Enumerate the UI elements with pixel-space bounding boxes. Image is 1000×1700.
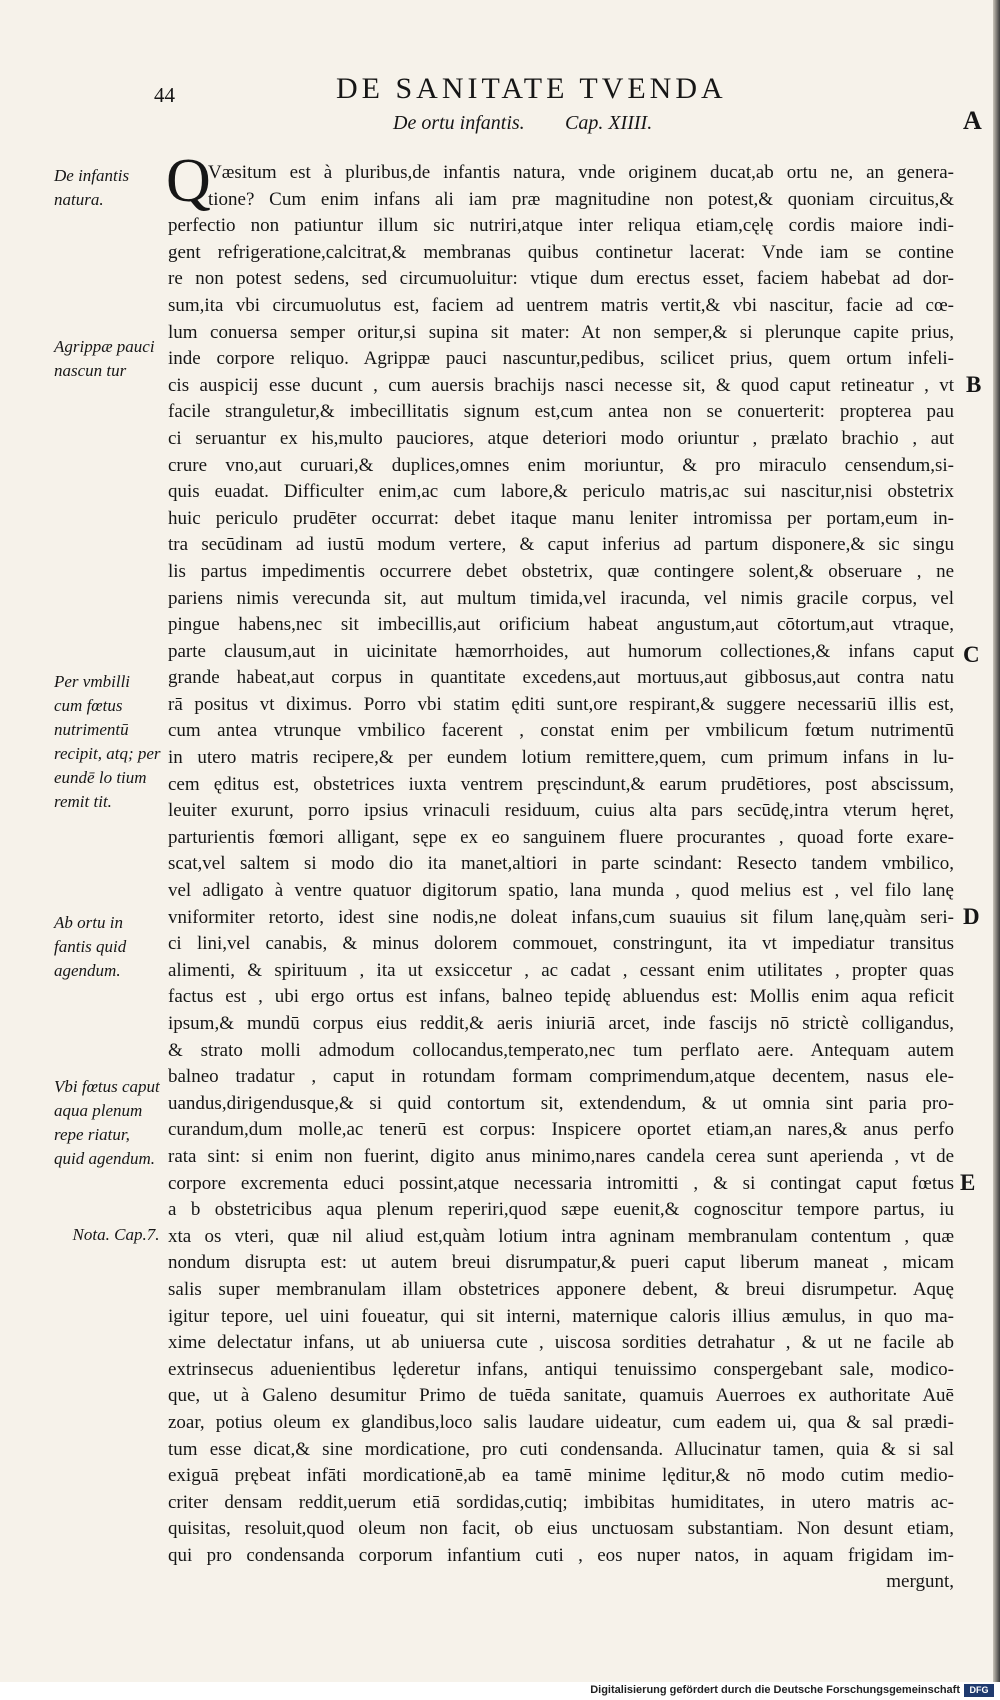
section-mark-d: D — [963, 904, 980, 929]
text-line: in utero matris recipere,& per eundem lotium remittere,quem, cum primum infans in lu- — [168, 747, 954, 769]
text-line: pariens nimis verecunda sit, aut multum timida,vel iracunda, vel nimis gracile corpus, vel — [168, 587, 954, 609]
text-line: mergunt, — [886, 1571, 954, 1593]
page-number: 44 — [154, 83, 175, 107]
margin-note: Nota. Cap.7. — [72, 1225, 160, 1244]
text-line: parte clausum,aut in uicinitate hæmorrhoides, aut humorum collectiones,& infans caput — [168, 640, 954, 662]
text-line: ci seruantur ex his,multo pauciores, atque deteriori modo oriuntur , prælato brachio , aut — [168, 427, 954, 449]
text-line: quisitas, resoluit,quod oleum non facit, ob eius unctuosam substantiam. Non desunt etiam, — [168, 1518, 954, 1540]
text-line: crure vno,aut curuari,& duplices,omnes enim moriuntur, & pro miraculo censendum,si- — [168, 454, 954, 476]
text-line: nondum disrupta est: ut autem breui disrumpatur,& pueri caput liberum maneat , micam — [168, 1252, 954, 1274]
text-line: zoar, potius oleum ex glandibus,loco salis laudare uideatur, cum eadem ui, qua & sal prædi- — [168, 1411, 954, 1433]
text-line: tione? Cum enim infans ali iam præ magnitudine non potest,& quoniam circuitus,& — [208, 188, 954, 210]
drop-cap-initial: Q — [166, 147, 211, 215]
text-line: facile stranguletur,& imbecillitatis signum est,cum antea non se conuerterit: propterea pau — [168, 401, 954, 423]
text-line: extrinsecus aduenientibus lęderetur infans, antiqui tenuissimo conspergebant sale, modico- — [168, 1358, 954, 1380]
body-text — [168, 160, 954, 1596]
text-line: re non potest sedens, sed circumuoluitur: vtique dum erectus esset, faciem habebat ad dor- — [168, 268, 954, 290]
text-line: cem ęditus est, obstetrices iuxta ventrem pręscindunt,& earum prudētiores, post abscissum, — [168, 773, 954, 795]
text-line: xta os vteri, quæ nil aliud est,quàm lotium intra agninam membranulam contentum , quæ — [168, 1225, 954, 1247]
text-line: tra secūdinam ad iustū modum vertere, & caput inferius ad partum disponere,& sic singu — [168, 534, 954, 556]
text-line: perfectio non patiuntur illum sic nutriri,atque inter reliqua etiam,cęlę cordis maiore indi- — [168, 215, 954, 237]
text-line: quis euadat. Difficulter enim,ac cum labore,& periculo matris,ac sui nascitur,nisi obstetrix — [168, 481, 954, 503]
text-line: exiguā prębeat infāti mordicationē,ab ea tamē minime lęditur,& nō modo cutim medio- — [168, 1465, 954, 1487]
text-line: criter densam reddit,uerum etiā sordidas,cutiq; imbibitas humiditates, in utero matris ac- — [168, 1491, 954, 1513]
text-line: ipsum,& mundū corpus eius reddit,& aeris iniuriā arcet, inde fascijs nō strictè colligandus, — [168, 1013, 954, 1034]
text-line: balneo tradatur , caput in rotundam formam comprimendum,atque decentem, nasus ele- — [168, 1066, 954, 1088]
text-line: xime delectatur infans, ut ab uniuersa cute , uiscosa sordities detrahatur , & ut ne facile ab — [168, 1332, 954, 1354]
text-line: alimenti, & spirituum , ita ut exsiccetur , ac cadat , cessant enim utilitates , propter quas — [168, 959, 954, 981]
text-line: a b obstetricibus aqua plenum reperiri,quod sæpe euenit,& cognoscitur tempore partus, iu — [168, 1199, 954, 1221]
running-head-title: DE SANITATE TVENDA — [336, 72, 727, 105]
text-line: vel adligato à ventre quatuor digitorum spatio, lana munda , quod melius est , vel filo lanę — [168, 880, 954, 902]
text-line: grande habeat,aut corpus in quantitate excedens,aut mortuus,aut gibbosus,aut contra natu — [168, 667, 954, 689]
text-line: factus est , ubi ergo ortus est infans, balneo tepidę abluendus est: Mollis enim aqua reficit — [168, 986, 954, 1008]
text-line: corpore excrementa educi possint,atque necessaria intromitti , & si contingat caput fœtus — [168, 1172, 954, 1194]
margin-note: Per vmbilli cum fœtus nutrimentū recipit, atq; per eundē lo tium remit tit. — [54, 672, 161, 811]
section-mark-a: A — [963, 106, 982, 135]
text-line: cum antea vtrunque vmbilico facerent , constat enim per vmbilicum fœtum nutrimentū — [168, 720, 954, 742]
text-line: salis super membranulam illam obstetrices apponere debent, & breui disrumpetur. Aquę — [168, 1278, 954, 1300]
text-line: cis auspicij esse ducunt , cum auersis brachijs nasci necesse sit, & quod caput retineatur , vt — [168, 374, 954, 396]
text-line: tum esse dicat,& sine mordicatione, pro cuti condensanda. Allucinatur tamen, quia & si sal — [168, 1438, 954, 1460]
text-line: rata sint: si enim non fuerint, digito anus minimo,nares candela cerea sunt aperienda , vt de — [168, 1145, 954, 1167]
text-line: scat,vel saltem si modo dio ita manet,altiori in parte scindant: Resecto tandem vmbilico, — [168, 853, 954, 875]
digitization-credit: Digitalisierung gefördert durch die Deutsche Forschungsgemeinschaft — [590, 1684, 960, 1696]
dfg-logo: DFG — [964, 1684, 994, 1697]
text-line: que, ut à Galeno desumitur Primo de tuēda sanitate, quamuis Auerroes ex authoritate Auē — [168, 1385, 954, 1407]
text-line: pingue habens,nec sit imbecillis,aut orificium habeat angustum,aut cōtortum,aut vtraque, — [168, 614, 954, 636]
text-line: sum,ita vbi circumuolutus est, faciem ad uentrem matris vertit,& vbi nascitur, facie ad cœ- — [168, 294, 954, 316]
text-line: & strato molli admodum collocandus,temperato,nec tum perflato aere. Antequam autem — [168, 1039, 954, 1061]
text-line: gent refrigeratione,calcitrat,& membranas quibus continetur lacerat: Vnde iam se contine — [168, 241, 954, 263]
margin-note: Vbi fœtus caput aqua plenum repe riatur, quid agendum. — [54, 1077, 160, 1168]
text-line: leuiter exurunt, porro ipsius vrinaculi residuum, cuius alta pars secūdę,intra vterum hęret, — [168, 800, 954, 822]
section-mark-b: B — [966, 372, 982, 397]
page-edge — [993, 0, 1000, 1682]
text-line: lum conuersa semper oritur,si supina sit mater: At non semper,& si plerunque capite prius, — [168, 321, 954, 343]
text-line: qui pro condensanda corporum infantium cuti , eos nuper natos, in aquam frigidam im- — [168, 1544, 954, 1566]
text-line: curandum,dum molle,ac tenerū est corpus: Inspicere oportet etiam,an nares,& anus perfo — [168, 1119, 954, 1141]
section-mark-c: C — [963, 642, 980, 667]
chapter-subtitle: De ortu infantis. — [393, 112, 525, 134]
text-line: ci lini,vel canabis, & minus dolorem commouet, constringunt, ita vt impediatur transitus — [168, 933, 954, 955]
text-line: igitur tepore, uel uini foueatur, qui sit interni, maternique caloris illius æmulus, in quo ma- — [168, 1305, 954, 1327]
text-line: vniformiter retorto, idest sine nodis,ne doleat infans,cum suauius sit filum lanę,quàm seri- — [168, 906, 954, 928]
text-line: uandus,dirigendusque,& si quid contortum sit, extendendum, & ut omnia sint paria pro- — [168, 1092, 954, 1114]
text-line: parturientis fœmori alligant, sępe ex eo sanguinem fluere procurantes , quoad forte exare- — [168, 826, 954, 848]
text-line: rā positus vt diximus. Porro vbi statim ęditi sunt,ore respirant,& suggere necessariū illis est, — [168, 693, 954, 715]
text-line: lis partus impedimentis occurrere debet obstetrix, quæ contingere solent,& obseruare , ne — [168, 560, 954, 582]
text-line: Væsitum est à pluribus,de infantis natura, vnde originem ducat,ab ortu ne, an genera- — [208, 162, 954, 183]
text-line: huic periculo prudēter occurrat: debet itaque manu leniter intromissa per portam,eum in- — [168, 507, 954, 529]
margin-note: De infantis natura. — [54, 166, 130, 209]
margin-note: Agrippæ pauci nascun tur — [54, 337, 155, 380]
margin-note: Ab ortu in fantis quid agendum. — [54, 913, 127, 980]
text-line: inde corpore reliquo. Agrippæ pauci nascuntur,pedibus, scilicet prius, quem ortum infeli- — [168, 348, 954, 370]
section-mark-e: E — [960, 1170, 976, 1195]
chapter-number: Cap. XIIII. — [565, 112, 653, 134]
